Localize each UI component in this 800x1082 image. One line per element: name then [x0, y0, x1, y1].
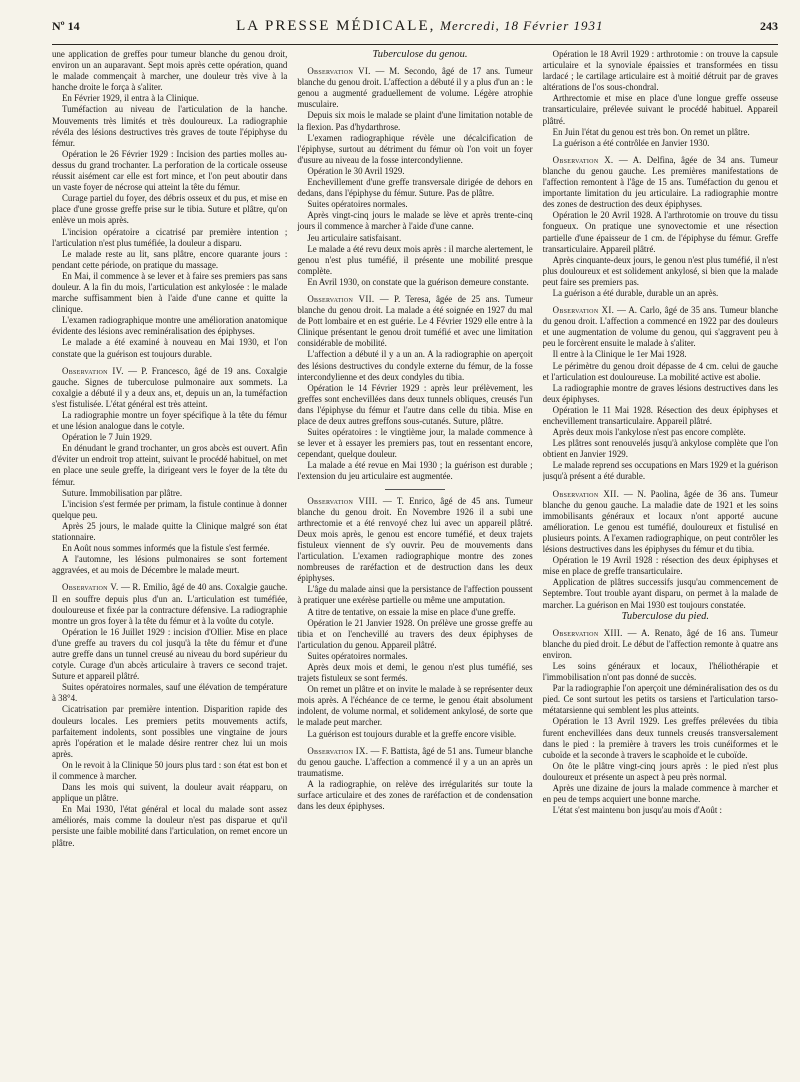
- body-paragraph: L'examen radiographique révèle une décalcification de l'épiphyse, surtout au détriment du fémur où l'on voit un foyer d'usure au niveau de la fosse intercondylienne.: [297, 132, 533, 165]
- body-paragraph: Curage partiel du foyer, des débris osseux et du pus, et mise en place d'une grosse greffe prise sur le tibia. Suture et plâtre, qu'on enlève un mois après.: [52, 193, 288, 226]
- body-paragraph: L'incision opératoire a cicatrisé par première intention ; l'articulation n'est plus tuméfiée, la douleur a disparu.: [52, 226, 288, 248]
- body-paragraph: Jeu articulaire satisfaisant.: [307, 232, 402, 243]
- body-paragraph: Dans les mois qui suivent, la douleur avait réapparu, on applique un plâtre.: [52, 782, 288, 804]
- body-paragraph: Le malade reprend ses occupations en Mars 1929 et la guérison jusqu'à présent a été durable.: [542, 460, 778, 482]
- body-paragraph: Le malade a été revu deux mois après : il marche alertement, le genou n'est plus tuméfié, il présente une mobilité presque complète.: [297, 243, 533, 276]
- body-paragraph: A titre de tentative, on essaie la mise en place d'une greffe.: [307, 606, 516, 617]
- body-paragraph: Le malade reste au lit, sans plâtre, encore quarante jours : pendant cette période, on pratique du massage.: [52, 248, 288, 270]
- body-paragraph: Après deux mois et demi, le genou n'est plus tuméfié, ses trajets fistuleux se sont fermés.: [297, 661, 533, 684]
- column-left: [52, 49, 287, 1069]
- section-heading: Tuberculose du genou.: [372, 49, 468, 60]
- body-paragraph: Après une dizaine de jours la malade commence à marcher et en peu de temps acquiert une bonne marche.: [542, 783, 778, 805]
- body-paragraph: une application de greffes pour tumeur blanche du genou droit, environ un an auparavant. Sept mois après cette opération, quand le malade commençait à marcher, une douleur très vive à la hanche droite le força à s'aliter.: [52, 49, 288, 93]
- body-paragraph: La radiographie montre un foyer spécifique à la tête du fémur et une lésion analogue dans le cotyle.: [52, 410, 288, 432]
- body-paragraph: Depuis six mois le malade se plaint d'une limitation notable de la flexion. Pas d'hydarthrose.: [297, 110, 533, 132]
- body-paragraph: L'âge du malade ainsi que la persistance de l'affection poussent à pratiquer une exérèse partielle ou même une amputation.: [297, 584, 533, 606]
- issue-date: Mercredi, 18 Février 1931: [440, 18, 604, 33]
- body-paragraph: En Juin l'état du genou est très bon. On remet un plâtre.: [552, 126, 750, 137]
- body-paragraph: A l'automne, les lésions pulmonaires se sont fortement aggravées, et au mois de Décembre le malade meurt.: [52, 554, 288, 576]
- observation-paragraph: [297, 66, 532, 110]
- body-paragraph: Opération le 21 Janvier 1928. On prélève une grosse greffe au tibia et on l'enchevillé au travers des deux épiphyses de l'articulation du genou. Appareil plâtré.: [297, 617, 533, 650]
- issue-number: Nº 14: [52, 19, 80, 33]
- body-paragraph: Il entre à la Clinique le 1er Mai 1928.: [552, 349, 687, 360]
- body-paragraph: Après deux mois l'ankylose n'est pas encore complète.: [552, 427, 746, 438]
- body-paragraph: Enchevillement d'une greffe transversale dirigée de dehors en dedans, dans l'épiphyse du fémur. Suture. Pas de plâtre.: [297, 177, 533, 199]
- body-paragraph: L'affection a débuté il y a un an. A la radiographie on aperçoit des lésions destructives du condyle externe du fémur, de la fosse intercondylienne et des deux condyles du tibia.: [297, 349, 533, 382]
- body-paragraph: En Avril 1930, on constate que la guérison demeure constante.: [307, 276, 529, 287]
- observation-label: Observation VIII.: [307, 495, 378, 506]
- observation-label: Observation IX.: [307, 745, 369, 756]
- observation-text: — A. Delfina, âgée de 34 ans. Tumeur blanche du genou gauche. Les premières manifestations de l'affection remontent à l'âge de 15 ans. Tuméfaction du genou et importante limitation du jeu articulaire. La radiographie montre des zones de destruction des deux épiphyses.: [542, 154, 778, 210]
- observation-text: — A. Renato, âgé de 16 ans. Tumeur blanche du pied droit. Le début de l'affection remonte à quatre ans environ.: [542, 627, 778, 660]
- body-paragraph: Opération le 13 Avril 1929. Les greffes prélevées du tibia furent enchevillées dans deux tunnels creusés transversalement dans le pied : la première à travers les trois cunéiformes et le cuboïde et la seconde à travers le scaphoïde et le cuboïde.: [542, 716, 778, 760]
- body-paragraph: La guérison a été contrôlée en Janvier 1930.: [552, 137, 710, 148]
- observation-paragraph: [52, 366, 287, 410]
- observation-paragraph: [297, 496, 532, 585]
- body-paragraph: En Février 1929, il entra à la Clinique.: [62, 93, 199, 104]
- body-paragraph: Cicatrisation par première intention. Disparition rapide des douleurs locales. Les premiers petits mouvements actifs, parfaitement indolents, sont possibles une vingtaine de jours après l'opération et le malade désire rentrer chez lui un mois après.: [52, 704, 288, 759]
- body-paragraph: Arthrectomie et mise en place d'une longue greffe osseuse transarticulaire, prélevée suivant le procédé habituel. Appareil plâtré.: [542, 93, 778, 126]
- body-paragraph: En Mai 1930, l'état général et local du malade sont assez améliorés, mais comme la douleur n'est pas disparue et qu'il persiste une faible mobilité dans l'articulation, on remet encore un plâtre.: [52, 804, 288, 848]
- body-paragraph: En Mai, il commence à se lever et à faire ses premiers pas sans douleur. A la fin du mois, l'articulation est ankylosée : le malade marche suffisamment bien à l'aide d'une canne et quitte la clinique.: [52, 270, 288, 315]
- body-paragraph: Opération le 16 Juillet 1929 : incision d'Ollier. Mise en place d'une greffe au travers du col jusqu'à la tête du fémur et d'une autre greffe dans un tunnel creusé au niveau du bord supérieur du cotyle. Curage d'un abcès articulaire à travers ce second trajet. Suture et appareil plâtré.: [52, 626, 288, 682]
- body-paragraph: Les plâtres sont renouvelés jusqu'à ankylose complète que l'on obtient en Janvier 1929.: [542, 438, 778, 460]
- observation-text: — P. Francesco, âgé de 19 ans. Coxalgie gauche. Signes de tuberculose pulmonaire aux sommets. La coxalgie a débuté il y a deux ans, et, depuis un an, la tuméfaction s'est fistulisée. L'état général est très atteint.: [52, 365, 288, 409]
- body-paragraph: Le malade a été examiné à nouveau en Mai 1930, et l'on constate que la guérison est toujours durable.: [52, 337, 288, 359]
- body-paragraph: Suites opératoires normales.: [307, 199, 408, 210]
- section-heading: Tuberculose du pied.: [621, 610, 710, 622]
- body-paragraph: La radiographie montre de graves lésions destructives dans les deux épiphyses.: [542, 382, 778, 404]
- body-paragraph: Le périmètre du genou droit dépasse de 4 cm. celui de gauche et l'articulation est douloureuse. La mobilité active est abolie.: [542, 360, 778, 382]
- observation-paragraph: [543, 305, 778, 349]
- body-paragraph: Suites opératoires normales, sauf une élévation de température à 38°4.: [52, 682, 288, 704]
- observation-label: Observation VII.: [307, 293, 375, 304]
- observation-paragraph: [297, 294, 532, 349]
- observation-paragraph: [543, 628, 778, 661]
- observation-text: — F. Battista, âgé de 51 ans. Tumeur blanche du genou gauche. L'affection a commencé il y a un an après un traumatisme.: [297, 745, 533, 778]
- observation-text: — N. Paolina, âgée de 36 ans. Tumeur blanche du genou gauche. La maladie date de 1921 et les soins immobilisants généraux et locaux n'ont apporté aucune amélioration. Le genou est tuméfié, douloureux et fistulisé en plusieurs points. A l'examen radiographique, on peut contrôler les lésions destructives dans les épiphyses du fémur et du tibia.: [542, 488, 778, 555]
- body-paragraph: Après 25 jours, le malade quitte la Clinique malgré son état stationnaire.: [52, 520, 288, 543]
- body-paragraph: Après vingt-cinq jours le malade se lève et après trente-cinq jours il commence à marcher à l'aide d'une canne.: [297, 210, 533, 232]
- body-paragraph: Opération le 7 Juin 1929.: [62, 432, 152, 443]
- observation-paragraph: [543, 489, 778, 556]
- body-paragraph: On le revoit à la Clinique 50 jours plus tard : son état est bon et il commence à marcher.: [52, 759, 288, 781]
- observation-label: Observation V.: [62, 582, 119, 593]
- observation-label: Observation XI.: [552, 305, 615, 316]
- body-paragraph: Tuméfaction au niveau de l'articulation de la hanche. Mouvements très limités et très douloureux. La radiographie révéla des lésions destructives très graves de toute l'épiphyse du fémur.: [52, 104, 288, 148]
- body-paragraph: Opération le 19 Avril 1928 : résection des deux épiphyses et mise en place de greffe transarticulaire.: [542, 555, 778, 577]
- body-paragraph: Les soins généraux et locaux, l'héliothérapie et l'immobilisation n'ont pas donné de succès.: [542, 660, 778, 683]
- observation-label: Observation VI.: [307, 66, 371, 77]
- page-number: 243: [759, 19, 778, 33]
- body-paragraph: Opération le 14 Février 1929 : après leur prélèvement, les greffes sont enchevillées dans deux tunnels obliques, creusés l'un dans l'épiphyse du fémur et l'autre dans celle du tibia. Mise en place de deux autres greffons sous-cutanés. Suture, plâtre.: [297, 382, 533, 426]
- body-paragraph: Opération le 20 Avril 1928. A l'arthrotomie on trouve du tissu fongueux. On pratique une synovectomie et une résection partielle d'une épaisseur de 1 cm. de l'épiphyse du fémur. Greffe transarticulaire. Appareil plâtré.: [542, 210, 778, 254]
- body-paragraph: Suites opératoires normales.: [307, 650, 408, 661]
- body-paragraph: Après cinquante-deux jours, le genou n'est plus tuméfié, il n'est plus douloureux et est solidement ankylosé, si bien que la malade peut faire ses premiers pas.: [542, 254, 778, 287]
- journal-masthead: [236, 18, 603, 35]
- body-paragraph: L'examen radiographique montre une amélioration anatomique évidente des lésions avec reminéralisation des épiphyses.: [52, 315, 288, 337]
- body-paragraph: On ôte le plâtre vingt-cinq jours après : le pied n'est plus douloureux et présente un aspect à peu près normal.: [542, 760, 778, 782]
- body-paragraph: On remet un plâtre et on invite le malade à se représenter deux mois après. A l'échéance de ce terme, le genou était absolument indolent, de volume normal, et solidement ankylosé, de sorte que le malade peut marcher.: [297, 684, 533, 728]
- body-paragraph: Opération le 26 Février 1929 : Incision des parties molles au-dessus du grand trochanter. La perforation de la corticale osseuse réussit aisément car elle est fort mince, et l'on peut aboutir dans un vaste foyer de nécrose qui atteint la tête du fémur.: [52, 148, 288, 193]
- page-header: [52, 18, 778, 40]
- body-paragraph: En dénudant le grand trochanter, un gros abcès est ouvert. Afin d'éviter un endroit trop atteint, suivant le procédé habituel, on met en place une seule greffe, la dirigeant vers le foyer de la tête du fémur.: [52, 443, 288, 487]
- body-paragraph: Opération le 11 Mai 1928. Résection des deux épiphyses et enchevillement transarticulaire. Appareil plâtré.: [542, 404, 778, 426]
- body-paragraph: En Août nous sommes informés que la fistule s'est fermée.: [62, 543, 270, 554]
- observation-label: Observation XII.: [552, 488, 620, 499]
- observation-paragraph: [52, 582, 287, 626]
- body-paragraph: Par la radiographie l'on aperçoit une déminéralisation des os du pied. Ce sont surtout les petits os tarsiens et l'articulation tarso-métatarsienne qui semblent les plus atteints.: [542, 683, 778, 716]
- observation-text: — T. Enrico, âgé de 45 ans. Tumeur blanche du genou droit. En Novembre 1926 il a subi une arthrectomie et a été renvoyé chez lui avec un appareil plâtré. Deux mois après, le genou est encore tuméfié, et deux trajets fistuleux viennent de s'y ouvrir. Peu de mouvements dans l'articulation. L'examen radiographique montre des zones nombreuses de raréfaction et de destruction dans les deux épiphyses.: [297, 495, 533, 584]
- observation-label: Observation XIII.: [552, 627, 623, 638]
- body-paragraph: La malade a été revue en Mai 1930 ; la guérison est durable ; l'extension du jeu articulaire est augmentée.: [297, 460, 533, 482]
- observation-paragraph: [543, 155, 778, 210]
- body-paragraph: A la radiographie, on relève des irrégularités sur toute la surface articulaire et des zones de raréfaction et de condensation dans les deux épiphyses.: [297, 778, 533, 812]
- observation-text: — A. Carlo, âgé de 35 ans. Tumeur blanche du genou droit. L'affection a commencé en 1922 par des douleurs et une augmentation de volume du genou, qui s'aggravent peu à peu le forcèrent ensuite le malade à s'aliter.: [542, 305, 778, 349]
- observation-paragraph: [297, 746, 532, 779]
- observation-label: Observation X.: [552, 154, 614, 165]
- body-paragraph: Suture. Immobilisation par plâtre.: [62, 487, 183, 498]
- body-paragraph: L'état s'est maintenu bon jusqu'au mois d'Août :: [552, 805, 722, 816]
- body-paragraph: Opération le 18 Avril 1929 : arthrotomie : on trouve la capsule articulaire et la synoviale épaissies et transformées en tissu lardacé ; le cartilage articulaire est à moitié détruit par de graves altérations de l'os sous-chondral.: [542, 49, 778, 93]
- observation-text: — R. Emilio, âgé de 40 ans. Coxalgie gauche. Il en souffre depuis plus d'un an. L'articulation est tuméfiée, douloureuse et fixée par la contracture défensive. La radiographie montre un gros foyer à la tête du fémur et à la voûte du cotyle.: [52, 582, 288, 626]
- body-paragraph: Application de plâtres successifs jusqu'au commencement de Septembre. Tout trouble ayant disparu, on permet à la malade de marcher. La guérison en Mai 1930 est toujours constatée.: [542, 577, 778, 610]
- column-right: [543, 49, 778, 1069]
- separator-rule: [385, 489, 445, 490]
- body-paragraph: Opération le 30 Avril 1929.: [307, 165, 405, 176]
- body-paragraph: L'incision s'est fermée per primam, la fistule continue à donner quelque peu.: [52, 498, 288, 520]
- observation-label: Observation IV.: [62, 365, 124, 376]
- body-paragraph: Suites opératoires : le vingtième jour, la malade commence à se lever et à essayer les premiers pas, tout en ressentant encore, cependant, quelque douleur.: [297, 427, 533, 460]
- body-paragraph: La guérison a été durable, durable un an après.: [552, 287, 719, 298]
- text-columns: [52, 49, 778, 1069]
- observation-text: — P. Teresa, âgée de 25 ans. Tumeur blanche du genou droit. La malade a été soignée en 1927 du mal de Pott lombaire et en est guérie. Le 4 Février 1929 elle entre à la Clinique présentant le genou droit tuméfié et avec une limitation considérable de mobilité.: [297, 293, 533, 349]
- journal-title: LA PRESSE MÉDICALE,: [236, 18, 436, 34]
- header-rule: [52, 44, 778, 45]
- observation-text: — M. Secondo, âgé de 17 ans. Tumeur blanche du genou droit. L'affection a débuté il y a plus d'un an : le genou a augmenté graduellement de volume. Légère atrophie musculaire.: [297, 66, 533, 110]
- column-middle: [297, 49, 532, 1069]
- body-paragraph: La guérison est toujours durable et la greffe encore visible.: [307, 728, 517, 739]
